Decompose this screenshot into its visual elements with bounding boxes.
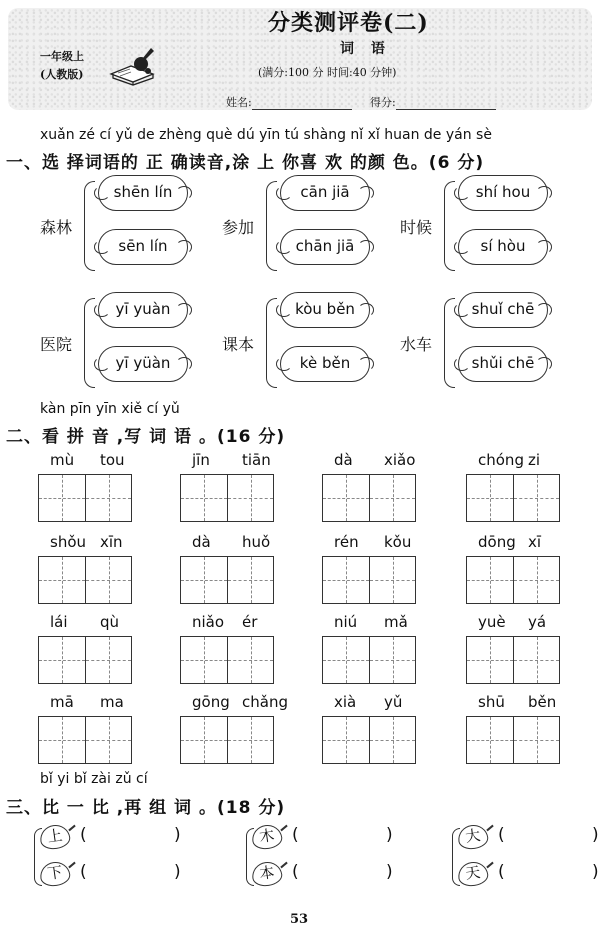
writing-cell[interactable]	[227, 557, 273, 603]
leaf-stem-icon	[280, 825, 287, 832]
grid-pinyin-label: xiǎo	[384, 451, 416, 469]
writing-cell[interactable]	[369, 475, 415, 521]
writing-cell[interactable]	[323, 717, 369, 763]
writing-grid[interactable]	[322, 474, 416, 522]
writing-grid[interactable]	[180, 474, 274, 522]
grid-pinyin-label: dōng	[478, 533, 516, 551]
writing-cell[interactable]	[467, 717, 513, 763]
grid-pinyin-label: chǎng	[242, 693, 288, 711]
grid-pinyin-label: dà	[192, 533, 211, 551]
answer-paren-close[interactable]: )	[592, 825, 599, 845]
writing-grid[interactable]	[38, 556, 132, 604]
writing-grid[interactable]	[466, 556, 560, 604]
pinyin-option-cloud[interactable]: yī yüàn	[98, 346, 188, 382]
writing-cell[interactable]	[85, 475, 131, 521]
name-field[interactable]	[226, 94, 352, 110]
writing-grid[interactable]	[180, 636, 274, 684]
writing-cell[interactable]	[323, 637, 369, 683]
writing-cell[interactable]	[323, 557, 369, 603]
writing-cell[interactable]	[467, 557, 513, 603]
score-field[interactable]	[370, 94, 496, 110]
grid-pinyin-label: ér	[242, 613, 258, 631]
pinyin-option-cloud[interactable]: yī yuàn	[98, 292, 188, 328]
writing-cell[interactable]	[467, 475, 513, 521]
grid-pinyin-label: dà	[334, 451, 353, 469]
writing-cell[interactable]	[227, 475, 273, 521]
writing-cell[interactable]	[227, 637, 273, 683]
writing-grid[interactable]	[38, 474, 132, 522]
character-leaf: 木	[250, 823, 283, 851]
answer-paren-close[interactable]: )	[386, 825, 393, 845]
writing-grid[interactable]	[466, 716, 560, 764]
pinyin-option-cloud[interactable]: shí hou	[458, 175, 548, 211]
grid-pinyin-label: niǎo	[192, 613, 225, 631]
grid-pinyin-label: ma	[100, 693, 124, 711]
grid-pinyin-label: xīn	[100, 533, 123, 551]
section2-heading: 二、看 拼 音 ,写 词 语 。(16 分)	[6, 427, 286, 447]
section1-pinyin: xuǎn zé cí yǔ de zhèng què dú yīn tú shàng nǐ xǐ huan de yán sè	[40, 127, 492, 143]
writing-grid[interactable]	[322, 636, 416, 684]
writing-grid[interactable]	[322, 716, 416, 764]
writing-grid[interactable]	[466, 636, 560, 684]
writing-grid[interactable]	[322, 556, 416, 604]
grid-pinyin-label: qù	[100, 613, 120, 631]
pinyin-option-cloud[interactable]: kè běn	[280, 346, 370, 382]
score-blank[interactable]	[396, 109, 496, 110]
character-leaf: 下	[38, 860, 71, 888]
character-leaf: 上	[38, 823, 71, 851]
writing-grid[interactable]	[38, 636, 132, 684]
character-leaf: 天	[456, 860, 489, 888]
grade-label: 一年级上	[40, 50, 84, 63]
grid-pinyin-label: yǔ	[384, 693, 403, 711]
writing-cell[interactable]	[85, 717, 131, 763]
answer-paren-close[interactable]: )	[174, 825, 181, 845]
grid-pinyin-label: mù	[50, 451, 75, 469]
page-subtitle: 词 语	[340, 41, 391, 57]
grid-pinyin-label: kǒu	[384, 533, 412, 551]
writing-cell[interactable]	[513, 557, 559, 603]
name-blank[interactable]	[252, 109, 352, 110]
leaf-stem-icon	[68, 825, 75, 832]
answer-paren-open[interactable]: (	[498, 862, 505, 882]
leaf-stem-icon	[68, 862, 75, 869]
section1-word: 课本	[222, 335, 255, 354]
answer-paren-open[interactable]: (	[498, 825, 505, 845]
section1-word: 参加	[222, 218, 255, 237]
pinyin-option-cloud[interactable]: cān jiā	[280, 175, 370, 211]
score-label: 得分:	[370, 96, 396, 109]
writing-cell[interactable]	[39, 637, 85, 683]
grid-pinyin-label: mā	[50, 693, 74, 711]
answer-paren-close[interactable]: )	[174, 862, 181, 882]
book-illustration-icon	[108, 44, 158, 90]
section1-word: 森林	[40, 218, 73, 237]
grid-pinyin-label: shū	[478, 693, 505, 711]
writing-cell[interactable]	[181, 475, 227, 521]
section3-pinyin: bǐ yi bǐ zài zǔ cí	[40, 771, 148, 787]
answer-paren-open[interactable]: (	[80, 862, 87, 882]
pinyin-option-cloud[interactable]: shuǐ chē	[458, 292, 548, 328]
section1-word: 水车	[400, 335, 433, 354]
exam-meta: (满分:100 分 时间:40 分钟)	[258, 66, 397, 79]
edition-label: (人教版)	[40, 68, 84, 81]
writing-cell[interactable]	[181, 557, 227, 603]
grid-pinyin-label: běn	[528, 693, 557, 711]
writing-cell[interactable]	[39, 717, 85, 763]
character-leaf: 本	[250, 860, 283, 888]
section2-pinyin: kàn pīn yīn xiě cí yǔ	[40, 401, 180, 417]
section3-heading: 三、比 一 比 ,再 组 词 。(18 分)	[6, 798, 286, 818]
section1-word: 医院	[40, 335, 73, 354]
writing-grid[interactable]	[466, 474, 560, 522]
grid-pinyin-label: tou	[100, 451, 125, 469]
grid-pinyin-label: gōng	[192, 693, 230, 711]
writing-cell[interactable]	[39, 557, 85, 603]
leaf-stem-icon	[280, 862, 287, 869]
name-label: 姓名:	[226, 96, 252, 109]
answer-paren-open[interactable]: (	[292, 862, 299, 882]
writing-cell[interactable]	[369, 557, 415, 603]
pinyin-option-cloud[interactable]: chān jiā	[280, 229, 370, 265]
answer-paren-close[interactable]: )	[386, 862, 393, 882]
writing-grid[interactable]	[180, 556, 274, 604]
character-leaf: 大	[456, 823, 489, 851]
grid-pinyin-label: xià	[334, 693, 357, 711]
writing-cell[interactable]	[513, 717, 559, 763]
grid-pinyin-label: mǎ	[384, 613, 408, 631]
writing-cell[interactable]	[467, 637, 513, 683]
writing-cell[interactable]	[369, 717, 415, 763]
writing-cell[interactable]	[85, 557, 131, 603]
page-title: 分类测评卷(二)	[268, 10, 429, 36]
grid-pinyin-label: zi	[528, 451, 541, 469]
leaf-stem-icon	[486, 825, 493, 832]
writing-cell[interactable]	[181, 637, 227, 683]
grid-pinyin-label: niú	[334, 613, 358, 631]
grid-pinyin-label: yá	[528, 613, 547, 631]
grid-pinyin-label: rén	[334, 533, 359, 551]
writing-cell[interactable]	[323, 475, 369, 521]
writing-cell[interactable]	[513, 637, 559, 683]
section1-heading: 一、选 择词语的 正 确读音,涂 上 你喜 欢 的颜 色。(6 分)	[6, 153, 485, 173]
section1-word: 时候	[400, 218, 433, 237]
pinyin-option-cloud[interactable]: shǔi chē	[458, 346, 548, 382]
writing-cell[interactable]	[85, 637, 131, 683]
grid-pinyin-label: xī	[528, 533, 542, 551]
grid-pinyin-label: lái	[50, 613, 68, 631]
answer-paren-close[interactable]: )	[592, 862, 599, 882]
writing-cell[interactable]	[39, 475, 85, 521]
grid-pinyin-label: yuè	[478, 613, 506, 631]
pinyin-option-cloud[interactable]: kòu běn	[280, 292, 370, 328]
pinyin-option-cloud[interactable]: sí hòu	[458, 229, 548, 265]
answer-paren-open[interactable]: (	[292, 825, 299, 845]
writing-cell[interactable]	[181, 717, 227, 763]
grid-pinyin-label: jīn	[192, 451, 210, 469]
pinyin-option-cloud[interactable]: shēn lín	[98, 175, 188, 211]
grid-pinyin-label: chóng	[478, 451, 524, 469]
grid-pinyin-label: shǒu	[50, 533, 87, 551]
leaf-stem-icon	[486, 862, 493, 869]
writing-grid[interactable]	[38, 716, 132, 764]
pinyin-option-cloud[interactable]: sēn lín	[98, 229, 188, 265]
writing-cell[interactable]	[227, 717, 273, 763]
writing-cell[interactable]	[369, 637, 415, 683]
grid-pinyin-label: tiān	[242, 451, 271, 469]
grid-pinyin-label: huǒ	[242, 533, 271, 551]
writing-grid[interactable]	[180, 716, 274, 764]
page-number: 53	[290, 912, 309, 927]
writing-cell[interactable]	[513, 475, 559, 521]
answer-paren-open[interactable]: (	[80, 825, 87, 845]
